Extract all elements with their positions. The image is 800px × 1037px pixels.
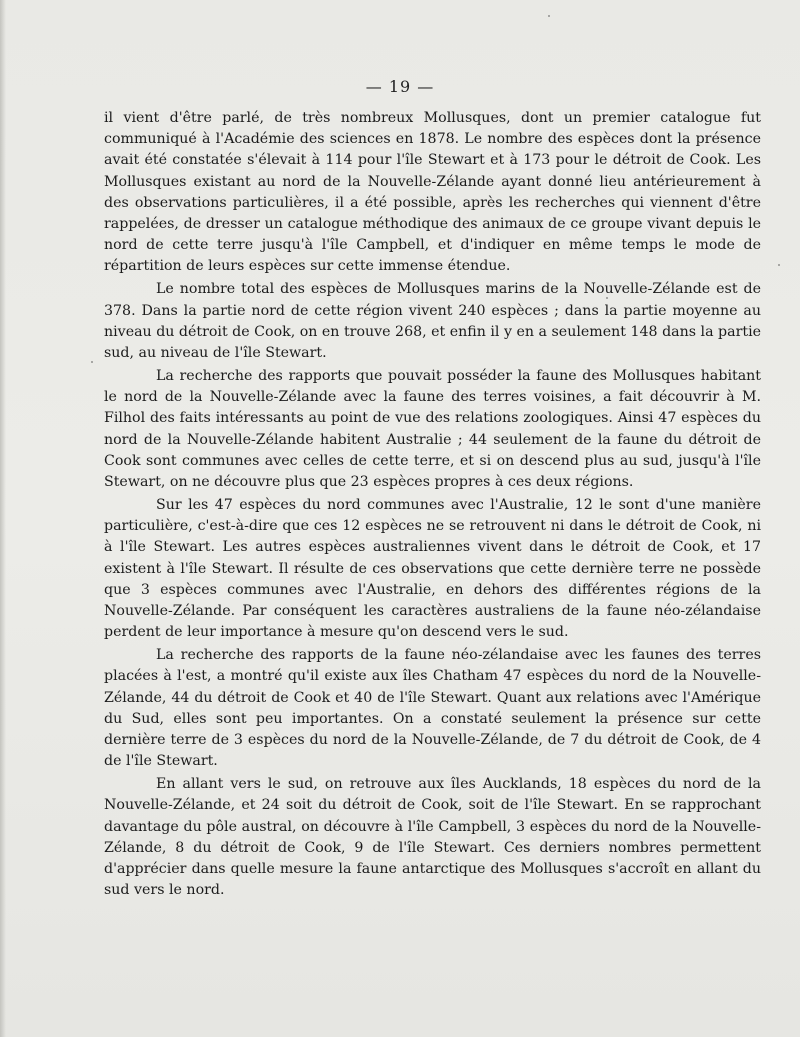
paper-speck bbox=[606, 297, 608, 299]
paragraph-4: Sur les 47 espèces du nord communes avec l'Australie, 12 le sont d'une manière particulière, c'est-à-dire que ces 12 espèces ne se retrouvent ni dans le détroit de Cook, ni à l'île Stewart. Les autres espèces australiennes vivent dans le détroit de Cook, et 17 existent à l'île Stewart. Il résulte de ces observations que cette dernière terre ne possède que 3 espèces communes avec l'Australie, en dehors des différentes régions de la Nouvelle-Zélande. Par conséquent les caractères australiens de la faune néo-zélandaise perdent de leur importance à mesure qu'on descend vers le sud. bbox=[104, 497, 761, 641]
paper-speck bbox=[91, 361, 93, 363]
body-text bbox=[104, 108, 761, 903]
paragraph-3: La recherche des rapports que pouvait posséder la faune des Mollusques habitant le nord de la Nouvelle-Zélande avec la faune des terres voisines, a fait découvrir à M. Filhol des faits intéressants au point de vue des relations zoologiques. Ainsi 47 espèces du nord de la Nouvelle-Zélande habitent Australie ; 44 seulement de la faune du détroit de Cook sont communes avec celles de cette terre, et si on descend plus au sud, jusqu'à l'île Stewart, on ne découvre plus que 23 espèces propres à ces deux régions. bbox=[104, 368, 761, 491]
paragraph-6: En allant vers le sud, on retrouve aux îles Aucklands, 18 espèces du nord de la Nouvelle-Zélande, et 24 soit du détroit de Cook, soit de l'île Stewart. En se rapprochant davantage du pôle austral, on découvre à l'île Campbell, 3 espèces du nord de la Nouvelle-Zélande, 8 du détroit de Cook, 9 de l'île Stewart. Ces derniers nombres permettent d'apprécier dans quelle mesure la faune antarctique des Mollusques s'accroît en allant du sud vers le nord. bbox=[104, 776, 761, 899]
paper-speck bbox=[778, 264, 780, 266]
page-edge-shadow bbox=[0, 0, 6, 1037]
paper-speck bbox=[548, 15, 550, 17]
paragraph-2: Le nombre total des espèces de Mollusques marins de la Nouvelle-Zélande est de 378. Dans la partie nord de cette région vivent 240 espèces ; dans la partie moyenne au niveau du détroit de Cook, on en trouve 268, et enfin il y en a seulement 148 dans la partie sud, au niveau de l'île Stewart. bbox=[104, 281, 761, 362]
paragraph-5: La recherche des rapports de la faune néo-zélandaise avec les faunes des terres placées à l'est, a montré qu'il existe aux îles Chatham 47 espèces du nord de la Nouvelle-Zélande, 44 du détroit de Cook et 40 de l'île Stewart. Quant aux relations avec l'Amérique du Sud, elles sont peu importantes. On a constaté seulement la présence sur cette dernière terre de 3 espèces du nord de la Nouvelle-Zélande, de 7 du détroit de Cook, de 4 de l'île Stewart. bbox=[104, 647, 761, 770]
paragraph-1: il vient d'être parlé, de très nombreux Mollusques, dont un premier catalogue fut communiqué à l'Académie des sciences en 1878. Le nombre des espèces dont la présence avait été constatée s'élevait à 114 pour l'île Stewart et à 173 pour le détroit de Cook. Les Mollusques existant au nord de la Nouvelle-Zélande ayant donné lieu antérieurement à des observations particulières, il a été possible, après les recherches qui viennent d'être rappelées, de dresser un catalogue méthodique des animaux de ce groupe vivant depuis le nord de cette terre jusqu'à l'île Campbell, et d'indiquer en même temps le mode de répartition de leurs espèces sur cette immense étendue. bbox=[104, 110, 761, 275]
page-number: — 19 — bbox=[365, 77, 435, 96]
